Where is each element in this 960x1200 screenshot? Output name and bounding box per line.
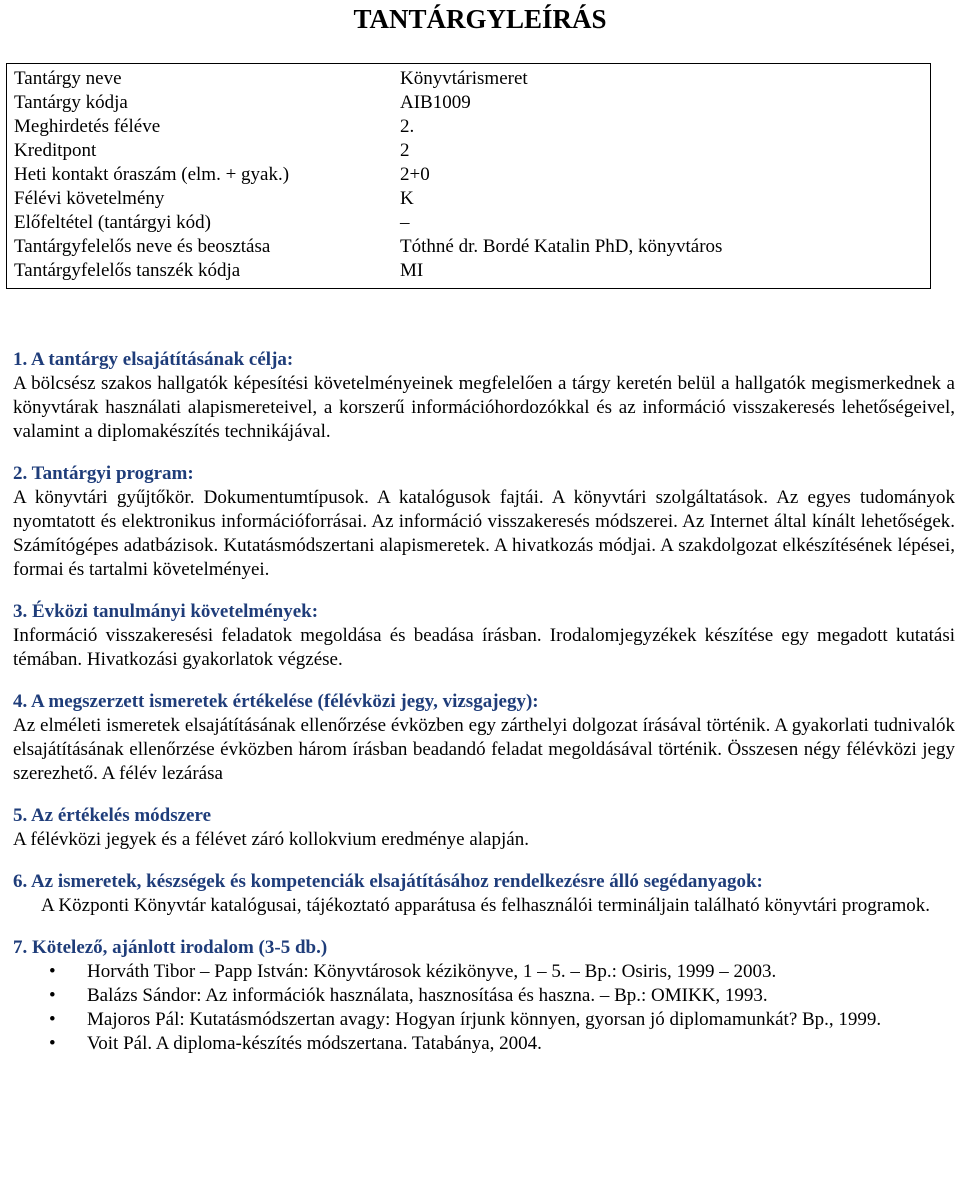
field-label: Heti kontakt óraszám (elm. + gyak.) (14, 164, 290, 185)
section-heading: 3. Évközi tanulmányi követelmények: (13, 601, 319, 622)
field-value: AIB1009 (400, 92, 471, 113)
reference-list (13, 960, 955, 1056)
section-text: Információ visszakeresési feladatok megoldása és beadása írásban. Irodalomjegyzékek készítése egy megadott kutatási témában. Hivatkozási gyakorlatok végzése. (13, 625, 955, 670)
reference-text: Balázs Sándor: Az információk használata, hasznosítása és haszna. – Bp.: OMIKK, 1993. (87, 985, 768, 1006)
field-label: Félévi követelmény (14, 188, 165, 209)
section-heading: 2. Tantárgyi program: (13, 463, 194, 484)
reference-text: Voit Pál. A diploma-készítés módszertana. Tatabánya, 2004. (87, 1033, 542, 1054)
field-value: K (400, 188, 414, 209)
section-heading: 5. Az értékelés módszere (13, 805, 212, 826)
bullet-icon: • (49, 1009, 56, 1030)
document-title: TANTÁRGYLEÍRÁS (353, 4, 607, 34)
field-label: Előfeltétel (tantárgyi kód) (14, 212, 211, 233)
field-label: Tantárgyfelelős neve és beosztása (14, 236, 271, 257)
section-text: A bölcsész szakos hallgatók képesítési követelményeinek megfelelően a tárgy keretén belül a hallgatók megismerkednek a könyvtárak használati alapismereteivel, a korszerű információhordozókkal és az információ visszakeresés lehetőségeivel, valamint a diplomakészítés technikájával. (13, 373, 955, 442)
reference-text: Horváth Tibor – Papp István: Könyvtárosok kézikönyve, 1 – 5. – Bp.: Osiris, 1999 – 2003. (87, 961, 777, 982)
field-label: Tantárgy neve (14, 68, 122, 89)
table-row (7, 211, 931, 235)
field-label: Meghirdetés féléve (14, 116, 161, 137)
table-row (7, 259, 931, 289)
course-info-table (6, 63, 931, 289)
bullet-icon: • (49, 985, 56, 1006)
field-value: 2. (400, 116, 415, 137)
field-value: Könyvtárismeret (400, 68, 528, 89)
field-label: Kreditpont (14, 140, 97, 161)
section-evaluation (13, 690, 955, 786)
section-text: A félévközi jegyek és a félévet záró kollokvium eredménye alapján. (13, 829, 529, 850)
table-row (7, 91, 931, 115)
field-value: 2+0 (400, 164, 430, 185)
table-row (7, 163, 931, 187)
section-materials (13, 870, 955, 918)
section-text: A könyvtári gyűjtőkör. Dokumentumtípusok. A katalógusok fajtái. A könyvtári szolgáltatások. Az egyes tudományok nyomtatott és elektronikus információforrásai. Az információ visszakeresés módszerei. Az Internet által kínált lehetőségek. Számítógépes adatbázisok. Kutatásmódszertani alapismeretek. A hivatkozás módjai. A szakdolgozat elkészítésének lépései, formai és tartalmi követelményei. (13, 487, 955, 580)
table-row (7, 115, 931, 139)
section-requirements (13, 600, 955, 672)
section-heading: 1. A tantárgy elsajátításának célja: (13, 349, 294, 370)
table-row (7, 235, 931, 259)
section-program (13, 462, 955, 582)
table-row (7, 139, 931, 163)
list-item (13, 960, 955, 984)
bullet-icon: • (49, 1033, 56, 1054)
list-item (13, 1008, 955, 1032)
bullet-icon: • (49, 961, 56, 982)
list-item (13, 984, 955, 1008)
table-row (7, 187, 931, 211)
field-value: 2 (400, 140, 410, 161)
section-objective (13, 348, 955, 444)
document-body (13, 348, 955, 1074)
list-item (13, 1032, 955, 1056)
section-heading: 4. A megszerzett ismeretek értékelése (félévközi jegy, vizsgajegy): (13, 691, 539, 712)
section-heading: 7. Kötelező, ajánlott irodalom (3-5 db.) (13, 937, 328, 958)
field-value: Tóthné dr. Bordé Katalin PhD, könyvtáros (400, 236, 723, 257)
field-label: Tantárgy kódja (14, 92, 128, 113)
table-row (7, 64, 931, 92)
field-label: Tantárgyfelelős tanszék kódja (14, 260, 241, 281)
section-text: Az elméleti ismeretek elsajátításának ellenőrzése évközben egy zárthelyi dolgozat írásával történik. A gyakorlati tudnivalók elsajátításának ellenőrzése évközben három írásban beadandó feladat megoldásával történik. Összesen négy félévközi jegy szerezhető. A félév lezárása (13, 715, 955, 784)
section-literature (13, 936, 955, 1056)
section-text: A Központi Könyvtár katalógusai, tájékoztató apparátusa és felhasználói termináljain található könyvtári programok. (41, 895, 931, 916)
field-value: – (400, 212, 410, 233)
reference-text: Majoros Pál: Kutatásmódszertan avagy: Hogyan írjunk könnyen, gyorsan jó diplomamunkát? Bp., 1999. (87, 1009, 882, 1030)
section-method (13, 804, 955, 852)
field-value: MI (400, 260, 424, 281)
section-heading: 6. Az ismeretek, készségek és kompetenciák elsajátításához rendelkezésre álló segédanyagok: (13, 871, 763, 892)
